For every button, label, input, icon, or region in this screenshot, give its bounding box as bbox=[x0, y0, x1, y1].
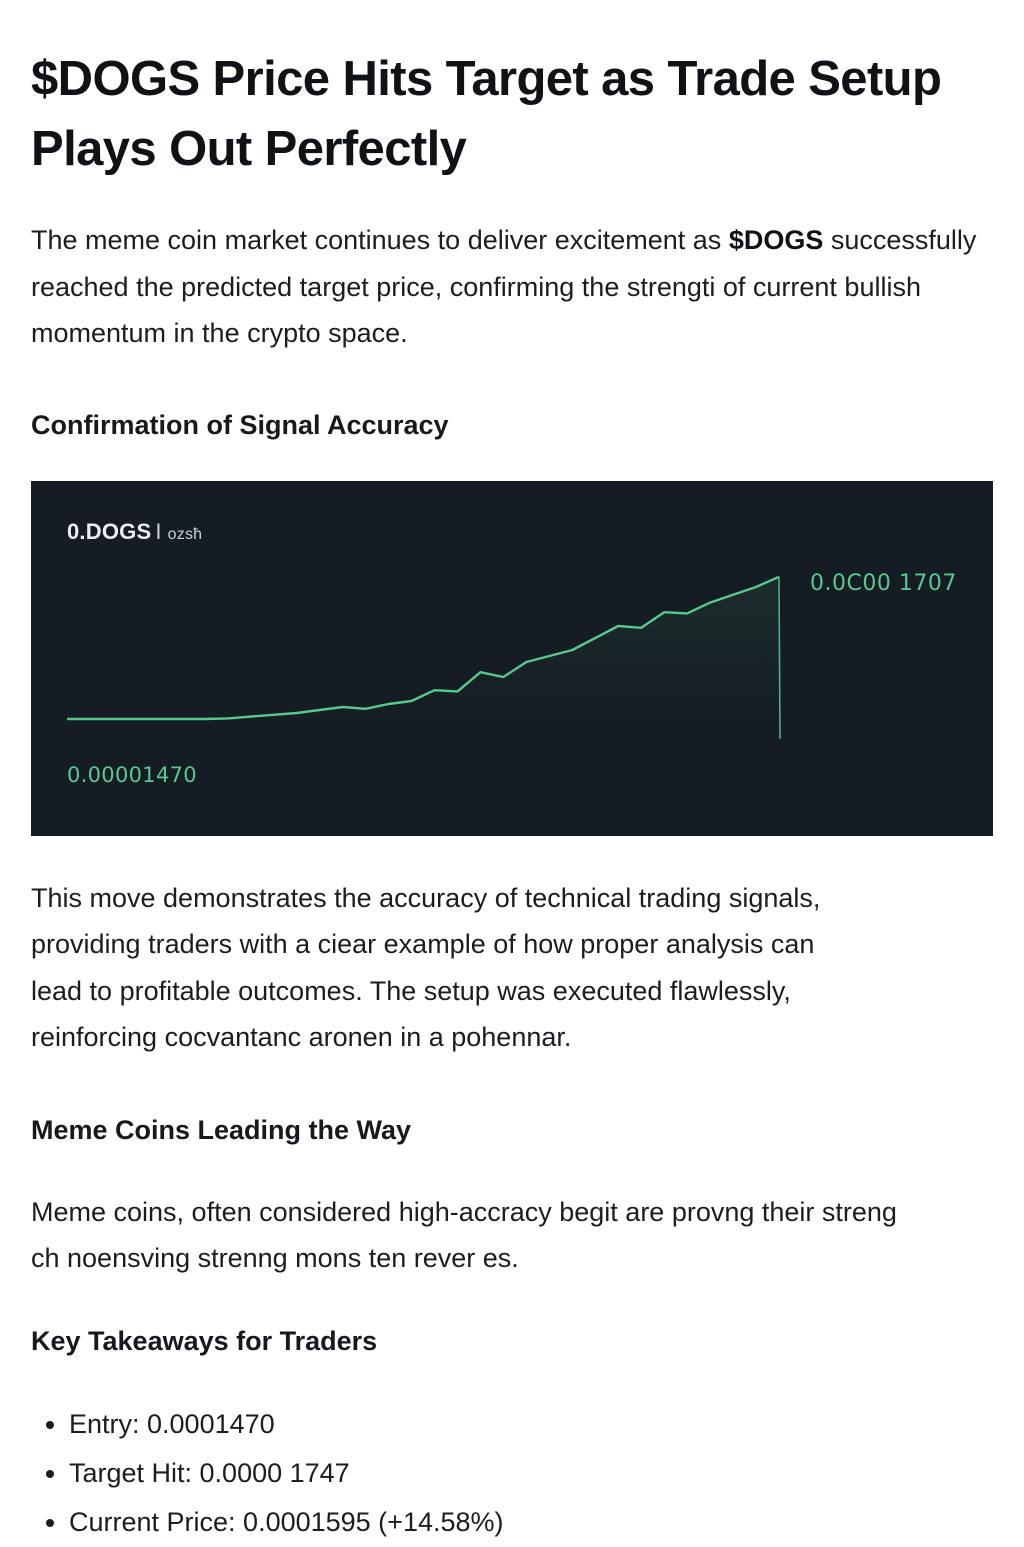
price-drop-line bbox=[779, 576, 780, 738]
takeaway-current-price: • Current Price: 0.0001595 (+14.58%) bbox=[69, 1498, 1011, 1547]
lead-text-end: successfully reached the predicted target price, confirming the strengti of current bullish momentum in the crypto space. bbox=[31, 225, 977, 348]
meme-line: ch noensving strenng mons ten rever es. bbox=[31, 1243, 519, 1273]
takeaways-list bbox=[31, 1400, 1011, 1547]
article-title: $DOGS Price Hits Target as Trade Setup Plays Out Perfectly bbox=[31, 52, 942, 176]
article bbox=[31, 44, 1011, 1547]
takeaway-entry: • Entry: 0.0001470 bbox=[69, 1400, 1011, 1449]
chart-symbol-label bbox=[67, 519, 202, 545]
section-heading-meme: Meme Coins Leading the Way bbox=[31, 1114, 412, 1145]
chart-low-label: 0.00001470 bbox=[67, 762, 197, 787]
chart-separator: I bbox=[155, 518, 162, 544]
body-line: reinforcing cocvantanc aronen in a pohennar. bbox=[31, 1022, 572, 1052]
section-heading-takeaways: Key Takeaways for Traders bbox=[31, 1325, 378, 1356]
lead-text-start: The meme coin market continues to deliver excitement as bbox=[31, 225, 729, 255]
body-line: providing traders with a ciear example of how proper analysis can bbox=[31, 929, 815, 959]
chart-high-label: 0.0C00 1707 bbox=[810, 570, 957, 596]
body-paragraph bbox=[31, 875, 1011, 1061]
meme-line: Meme coins, often considered high-accracy begit are provng their streng bbox=[31, 1196, 897, 1227]
body-line: lead to profitable outcomes. The setup was executed flawlessly, bbox=[31, 975, 791, 1006]
chart-timeframe: ozsħ bbox=[167, 525, 203, 543]
meme-paragraph bbox=[31, 1189, 1011, 1282]
chart-symbol: 0.DOGS bbox=[67, 518, 152, 544]
body-line: This move demonstrates the accuracy of technical trading signals, bbox=[31, 882, 821, 913]
section-heading-signal: Confirmation of Signal Accuracy bbox=[31, 409, 449, 440]
price-chart bbox=[31, 481, 993, 836]
lead-ticker: $DOGS bbox=[728, 225, 824, 255]
takeaway-target: • Target Hit: 0.0000 1747 bbox=[69, 1449, 1011, 1498]
lead-paragraph bbox=[31, 217, 1011, 357]
price-area bbox=[67, 576, 779, 724]
